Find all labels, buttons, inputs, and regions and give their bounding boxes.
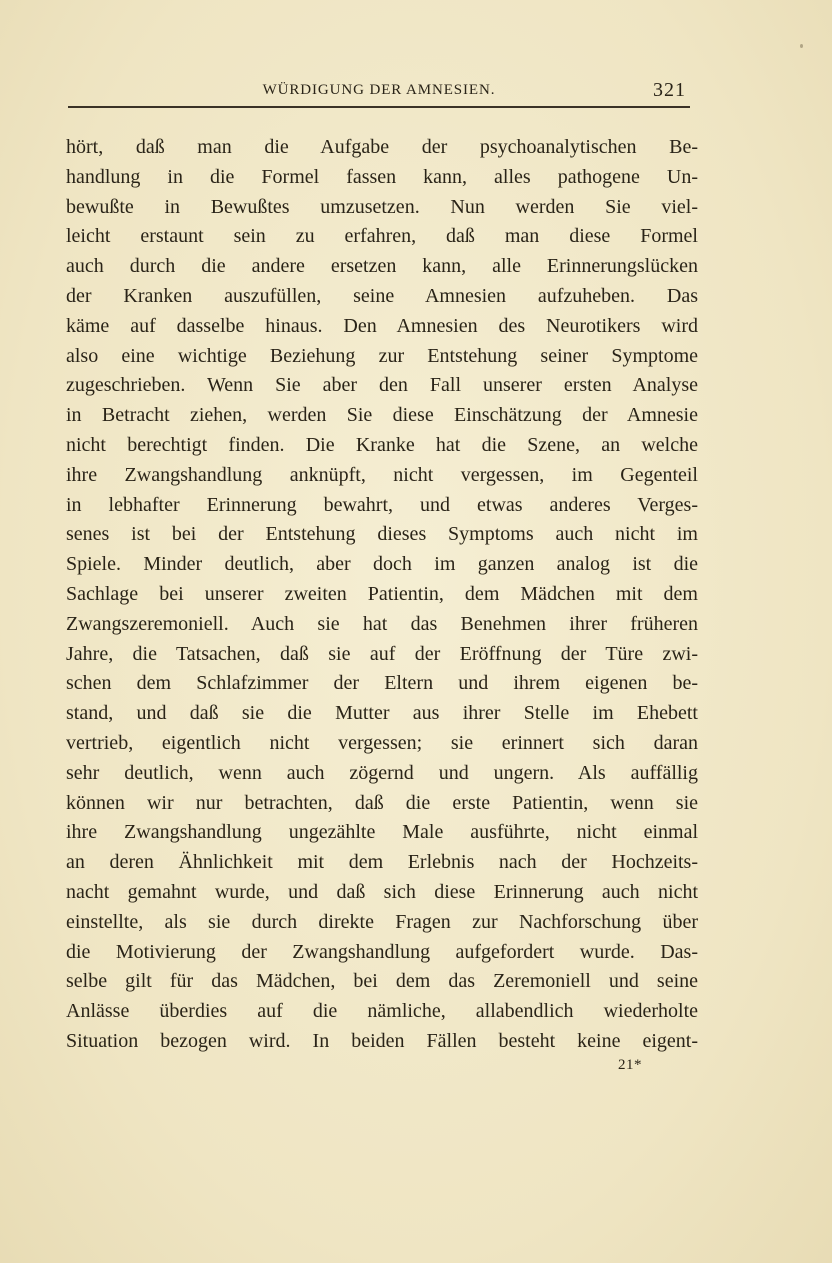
running-head: [68, 78, 690, 104]
text-line: auch durch die andere ersetzen kann, alle Erinnerungslücken: [66, 255, 698, 278]
text-line: selbe gilt für das Mädchen, bei dem das Zeremoniell und seine: [66, 970, 698, 993]
text-line: in lebhafter Erinnerung bewahrt, und etwas anderes Verges-: [66, 493, 698, 516]
text-line: stand, und daß sie die Mutter aus ihrer Stelle im Ehebett: [66, 702, 698, 725]
signature-mark: 21*: [618, 1057, 642, 1073]
text-line: ihre Zwangshandlung anknüpft, nicht vergessen, im Gegenteil: [66, 463, 698, 486]
text-line: zugeschrieben. Wenn Sie aber den Fall unserer ersten Analyse: [66, 374, 698, 397]
text-line: Zwangszeremoniell. Auch sie hat das Benehmen ihrer früheren: [66, 612, 698, 635]
text-line: können wir nur betrachten, daß die erste Patientin, wenn sie: [66, 791, 698, 814]
text-line: sehr deutlich, wenn auch zögernd und ungern. Als auffällig: [66, 761, 698, 784]
running-title: WÜRDIGUNG DER AMNESIEN.: [262, 82, 496, 98]
text-line: hört, daß man die Aufgabe der psychoanalytischen Be-: [66, 136, 698, 158]
text-line: Situation bezogen wird. In beiden Fällen besteht keine eigent-: [66, 1029, 698, 1052]
header-rule: [68, 106, 690, 108]
text-line: käme auf dasselbe hinaus. Den Amnesien des Neurotikers wird: [66, 314, 698, 337]
text-line: Anlässe überdies auf die nämliche, allabendlich wiederholte: [66, 1000, 698, 1023]
text-line: bewußte in Bewußtes umzusetzen. Nun werden Sie viel-: [66, 195, 698, 218]
page-number: 321: [653, 79, 686, 101]
text-line: ihre Zwangshandlung ungezählte Male ausführte, nicht einmal: [66, 821, 698, 844]
text-line: senes ist bei der Entstehung dieses Symptoms auch nicht im: [66, 523, 698, 546]
text-line: also eine wichtige Beziehung zur Entstehung seiner Symptome: [66, 344, 698, 367]
paper-speck: [800, 44, 803, 48]
text-line: einstellte, als sie durch direkte Fragen zur Nachforschung über: [66, 910, 698, 933]
text-line: nicht berechtigt finden. Die Kranke hat die Szene, an welche: [66, 433, 698, 456]
text-line: leicht erstaunt sein zu erfahren, daß man diese Formel: [66, 225, 698, 248]
text-line: vertrieb, eigentlich nicht vergessen; sie erinnert sich daran: [66, 731, 698, 754]
text-line: der Kranken auszufüllen, seine Amnesien aufzuheben. Das: [66, 284, 698, 307]
body-text: [66, 133, 698, 1057]
text-line: die Motivierung der Zwangshandlung aufgefordert wurde. Das-: [66, 940, 698, 963]
text-line: Spiele. Minder deutlich, aber doch im ganzen analog ist die: [66, 553, 698, 576]
text-line: handlung in die Formel fassen kann, alles pathogene Un-: [66, 165, 698, 188]
text-line: an deren Ähnlichkeit mit dem Erlebnis nach der Hochzeits-: [66, 851, 698, 874]
text-line: in Betracht ziehen, werden Sie diese Einschätzung der Amnesie: [66, 404, 698, 427]
text-line: schen dem Schlafzimmer der Eltern und ihrem eigenen be-: [66, 672, 698, 695]
text-line: Jahre, die Tatsachen, daß sie auf der Eröffnung der Türe zwi-: [66, 642, 698, 665]
text-line: Sachlage bei unserer zweiten Patientin, dem Mädchen mit dem: [66, 582, 698, 605]
text-line: nacht gemahnt wurde, und daß sich diese Erinnerung auch nicht: [66, 880, 698, 903]
